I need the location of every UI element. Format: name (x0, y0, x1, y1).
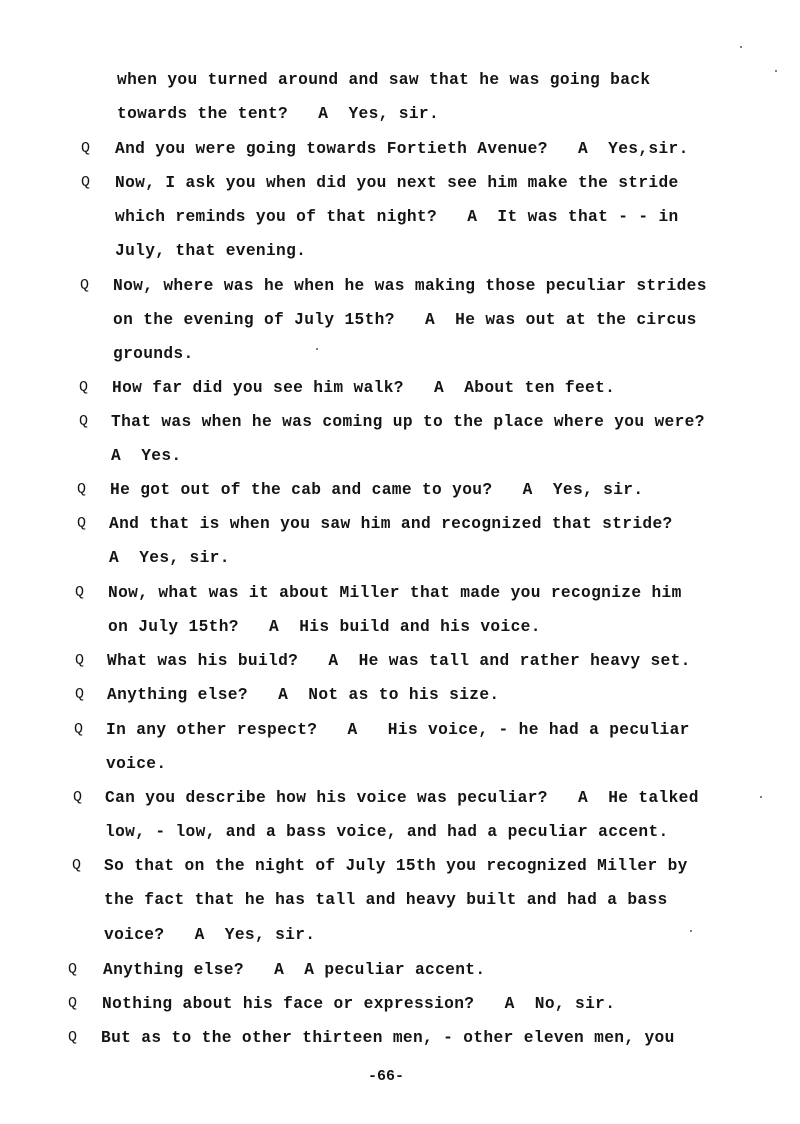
question-marker: Q (81, 174, 91, 191)
transcript-line: on July 15th? A His build and his voice. (108, 618, 541, 636)
question-marker: Q (73, 789, 83, 806)
transcript-line: How far did you see him walk? A About ten feet. (112, 379, 616, 397)
scan-speck (760, 796, 762, 798)
transcript-line: Nothing about his face or expression? A No, sir. (102, 995, 616, 1013)
question-marker: Q (77, 481, 87, 498)
question-marker: Q (75, 686, 85, 703)
scan-speck (316, 348, 318, 350)
transcript-line: Anything else? A A peculiar accent. (103, 961, 486, 979)
transcript-line: He got out of the cab and came to you? A Yes, sir. (110, 481, 644, 499)
transcript-line: which reminds you of that night? A It was that - - in (115, 208, 679, 226)
transcript-line: That was when he was coming up to the place where you were? (111, 413, 705, 431)
question-marker: Q (68, 961, 78, 978)
transcript-line: And you were going towards Fortieth Avenue? A Yes,sir. (115, 140, 689, 158)
transcript-line: Anything else? A Not as to his size. (107, 686, 500, 704)
question-marker: Q (75, 652, 85, 669)
question-marker: Q (68, 995, 78, 1012)
question-marker: Q (79, 413, 89, 430)
transcript-line: low, - low, and a bass voice, and had a peculiar accent. (105, 823, 669, 841)
scan-speck (775, 70, 777, 72)
question-marker: Q (77, 515, 87, 532)
transcript-line: towards the tent? A Yes, sir. (117, 105, 440, 123)
transcript-line: when you turned around and saw that he was going back (117, 71, 651, 89)
question-marker: Q (81, 140, 91, 157)
transcript-line: voice. (106, 755, 167, 773)
question-marker: Q (74, 721, 84, 738)
transcript-line: A Yes, sir. (109, 549, 230, 567)
transcript-line: In any other respect? A His voice, - he had a peculiar (106, 721, 690, 739)
question-marker: Q (75, 584, 85, 601)
transcript-line: A Yes. (111, 447, 182, 465)
question-marker: Q (80, 277, 90, 294)
scan-speck (690, 930, 692, 932)
question-marker: Q (79, 379, 89, 396)
transcript-line: Can you describe how his voice was peculiar? A He talked (105, 789, 699, 807)
transcript-line: grounds. (113, 345, 194, 363)
transcript-line: Now, I ask you when did you next see him make the stride (115, 174, 679, 192)
transcript-line: What was his build? A He was tall and rather heavy set. (107, 652, 691, 670)
transcript-line: Now, what was it about Miller that made you recognize him (108, 584, 682, 602)
transcript-line: on the evening of July 15th? A He was out at the circus (113, 311, 697, 329)
transcript-line: Now, where was he when he was making those peculiar strides (113, 277, 707, 295)
transcript-line: July, that evening. (115, 242, 307, 260)
question-marker: Q (68, 1029, 78, 1046)
page-number: -66- (367, 1068, 404, 1085)
scan-speck (740, 46, 742, 48)
transcript-line: And that is when you saw him and recognized that stride? (109, 515, 673, 533)
question-marker: Q (72, 857, 82, 874)
transcript-line: But as to the other thirteen men, - other eleven men, you (101, 1029, 675, 1047)
transcript-line: So that on the night of July 15th you recognized Miller by (104, 857, 688, 875)
transcript-line: voice? A Yes, sir. (104, 926, 316, 944)
transcript-line: the fact that he has tall and heavy built and had a bass (104, 891, 668, 909)
